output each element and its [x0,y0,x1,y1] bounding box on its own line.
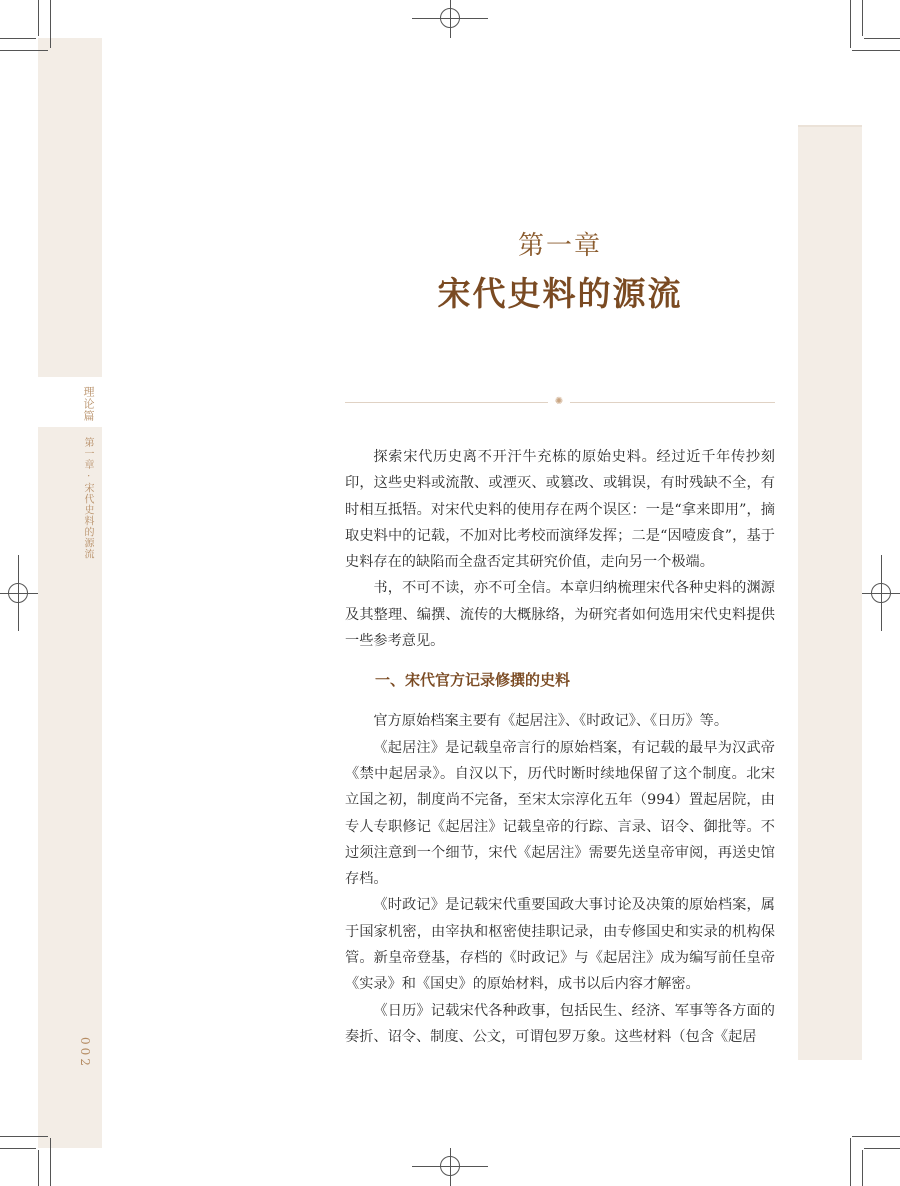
left-margin-band [38,38,102,1148]
crop-mark [38,0,39,36]
registration-mark-circle [440,1156,460,1176]
crop-mark [852,1136,900,1137]
crop-mark [864,38,900,39]
body-text [345,444,775,1050]
crop-mark [50,0,51,48]
crop-mark [0,38,36,39]
registration-mark-circle [8,583,28,603]
side-section-label: 理论篇 [82,386,95,422]
side-chapter-label: 第一章 · 宋代史料的源流 [82,437,93,560]
divider-line-right [570,402,775,403]
crop-mark [0,1136,48,1137]
crop-mark [864,1148,900,1149]
chapter-title: 宋代史料的源流 [437,274,683,313]
title-divider [345,395,775,409]
right-margin-band-edge [798,125,862,127]
crop-mark [862,0,863,36]
divider-line-left [345,402,548,403]
registration-mark-circle [871,583,891,603]
crop-mark [850,0,851,48]
section-paragraph: 《时政记》是记载宋代重要国政大事讨论及决策的原始档案，属于国家机密，由宰执和枢密使挂职记录，由专修国史和实录的机构保管。新皇帝登基，存档的《时政记》与《起居注》成为编写前任皇帝《实录》和《国史》的原始材料，成书以后内容才解密。 [345,897,775,993]
registration-mark-circle [440,8,460,28]
intro-paragraph: 书，不可不读，亦不可全信。本章归纳梳理宋代各种史料的渊源及其整理、编撰、流传的大概脉络，为研究者如何选用宋代史料提供一些参考意见。 [345,580,775,650]
crop-mark [38,1150,39,1186]
section-paragraph: 官方原始档案主要有《起居注》、《时政记》、《日历》等。 [373,713,729,730]
section-paragraph: 《起居注》是记载皇帝言行的原始档案，有记载的最早为汉武帝《禁中起居录》。自汉以下，历代时断时续地保留了这个制度。北宋立国之初，制度尚不完备，至宋太宗淳化五年（994）置起居院，由专人专职修记《起居注》记载皇帝的行踪、言录、诏令、御批等。不过须注意到一个细节，宋代《起居注》需要先送皇帝审阅，再送史馆存档。 [345,739,775,888]
section-heading: 一、宋代官方记录修撰的史料 [375,671,571,690]
page-number: 002 [78,1037,92,1069]
intro-paragraph: 探索宋代历史离不开汗牛充栋的原始史料。经过近千年传抄刻印，这些史料或流散、或湮灭、或篡改、或辑误，有时残缺不全，有时相互抵牾。对宋代史料的使用存在两个误区：一是“拿来即用”，摘取史料中的记载，不加对比考校而演绎发挥；二是“因噎废食”，基于史料存在的缺陷而全盘否定其研究价值，走向另一个极端。 [345,449,775,571]
right-margin-band [798,125,862,1060]
crop-mark [0,1148,36,1149]
crop-mark [852,50,900,51]
divider-ornament-icon: ✺ [554,396,564,407]
crop-mark [0,50,48,51]
crop-mark [850,1138,851,1186]
crop-mark [50,1138,51,1186]
crop-mark [862,1150,863,1186]
chapter-label: 第一章 [517,231,602,261]
section-paragraph: 《日历》记载宋代各种政事，包括民生、经济、军事等各方面的奏折、诏令、制度、公文，可谓包罗万象。这些材料（包含《起居 [345,1002,775,1045]
